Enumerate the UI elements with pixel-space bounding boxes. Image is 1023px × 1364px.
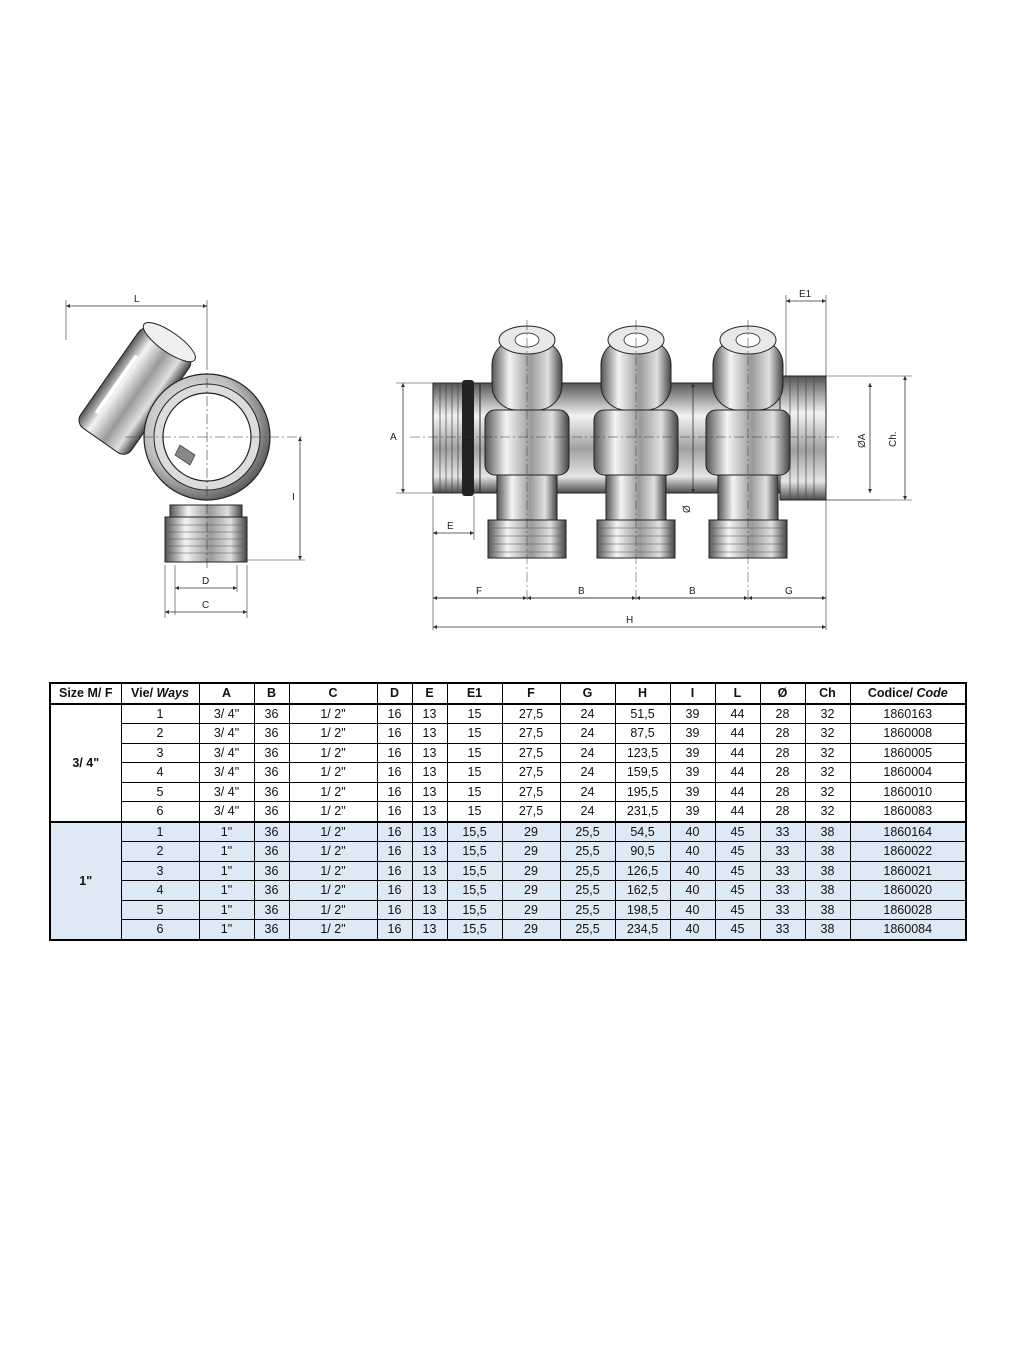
table-cell: 25,5 xyxy=(560,861,615,881)
table-cell: 16 xyxy=(377,743,412,763)
table-cell: 13 xyxy=(412,842,447,862)
table-cell: 33 xyxy=(760,842,805,862)
table-cell: 25,5 xyxy=(560,822,615,842)
dim-label-F: F xyxy=(476,586,483,597)
table-cell: 1/ 2" xyxy=(289,822,377,842)
column-header xyxy=(50,683,121,704)
column-header-text: I xyxy=(690,686,695,701)
column-header-text: A xyxy=(221,686,232,701)
table-cell: 29 xyxy=(502,861,560,881)
table-cell: 16 xyxy=(377,861,412,881)
table-cell: 16 xyxy=(377,842,412,862)
table-cell: 29 xyxy=(502,822,560,842)
column-header-italic-text: Code xyxy=(916,686,948,701)
table-cell: 45 xyxy=(715,861,760,881)
table-cell: 38 xyxy=(805,881,850,901)
table-cell: 40 xyxy=(670,920,715,940)
table-cell: 32 xyxy=(805,724,850,744)
size-group-1 xyxy=(50,822,966,940)
table-cell: 40 xyxy=(670,900,715,920)
table-cell: 27,5 xyxy=(502,743,560,763)
table-row xyxy=(50,782,966,802)
table-row xyxy=(50,842,966,862)
table-cell: 1860084 xyxy=(850,920,966,940)
table-cell: 29 xyxy=(502,900,560,920)
column-header-text: E xyxy=(425,686,434,701)
table-cell: 16 xyxy=(377,802,412,822)
table-row xyxy=(50,743,966,763)
table-cell: 2 xyxy=(121,724,199,744)
table-cell: 3 xyxy=(121,861,199,881)
table-cell: 15,5 xyxy=(447,861,502,881)
table-cell: 33 xyxy=(760,920,805,940)
table-cell: 44 xyxy=(715,704,760,724)
table-cell: 16 xyxy=(377,763,412,783)
table-cell: 1860083 xyxy=(850,802,966,822)
table-cell: 36 xyxy=(254,822,289,842)
table-cell: 24 xyxy=(560,802,615,822)
table-cell: 28 xyxy=(760,782,805,802)
table-cell: 32 xyxy=(805,743,850,763)
table-cell: 1860010 xyxy=(850,782,966,802)
table-cell: 45 xyxy=(715,881,760,901)
column-header xyxy=(715,683,760,704)
table-cell: 13 xyxy=(412,763,447,783)
column-header-text: Ch xyxy=(819,686,836,701)
dim-label-I: I xyxy=(292,492,295,503)
column-header xyxy=(615,683,670,704)
table-cell: 3 xyxy=(121,743,199,763)
dim-label-diaA: ØA xyxy=(857,433,868,448)
table-cell: 3/ 4" xyxy=(199,704,254,724)
column-header-text: Vie/ xyxy=(131,686,157,701)
table-cell: 3/ 4" xyxy=(199,782,254,802)
table-cell: 1/ 2" xyxy=(289,861,377,881)
table-cell: 29 xyxy=(502,842,560,862)
table-cell: 38 xyxy=(805,842,850,862)
column-header xyxy=(412,683,447,704)
dim-label-B2: B xyxy=(689,586,696,597)
table-cell: 1/ 2" xyxy=(289,782,377,802)
table-cell: 87,5 xyxy=(615,724,670,744)
table-cell: 28 xyxy=(760,704,805,724)
table-cell: 33 xyxy=(760,881,805,901)
table-cell: 13 xyxy=(412,861,447,881)
table-cell: 24 xyxy=(560,704,615,724)
table-cell: 36 xyxy=(254,861,289,881)
table-cell: 28 xyxy=(760,743,805,763)
table-cell: 16 xyxy=(377,782,412,802)
table-cell: 1860022 xyxy=(850,842,966,862)
table-cell: 32 xyxy=(805,704,850,724)
table-cell: 24 xyxy=(560,743,615,763)
table-cell: 15 xyxy=(447,782,502,802)
table-cell: 15,5 xyxy=(447,881,502,901)
table-row xyxy=(50,763,966,783)
dim-label-dia: Ø xyxy=(682,505,693,513)
table-cell: 1/ 2" xyxy=(289,900,377,920)
column-header-text: D xyxy=(389,686,400,701)
table-cell: 1860020 xyxy=(850,881,966,901)
column-header-text: F xyxy=(527,686,535,701)
table-cell: 54,5 xyxy=(615,822,670,842)
table-cell: 44 xyxy=(715,763,760,783)
table-cell: 162,5 xyxy=(615,881,670,901)
table-cell: 1860164 xyxy=(850,822,966,842)
table-cell: 1" xyxy=(199,861,254,881)
table-cell: 33 xyxy=(760,822,805,842)
table-cell: 16 xyxy=(377,881,412,901)
table-cell: 15 xyxy=(447,704,502,724)
table-cell: 198,5 xyxy=(615,900,670,920)
table-cell: 27,5 xyxy=(502,704,560,724)
table-cell: 1" xyxy=(199,822,254,842)
table-cell: 1" xyxy=(199,881,254,901)
table-cell: 32 xyxy=(805,802,850,822)
table-cell: 1860163 xyxy=(850,704,966,724)
table-cell: 13 xyxy=(412,822,447,842)
table-cell: 1 xyxy=(121,704,199,724)
table-cell: 24 xyxy=(560,763,615,783)
column-header-text: L xyxy=(733,686,742,701)
table-cell: 28 xyxy=(760,802,805,822)
column-header xyxy=(805,683,850,704)
table-cell: 44 xyxy=(715,724,760,744)
table-cell: 36 xyxy=(254,724,289,744)
table-cell: 39 xyxy=(670,743,715,763)
table-cell: 15 xyxy=(447,802,502,822)
table-cell: 15,5 xyxy=(447,822,502,842)
column-header-italic-text: Ways xyxy=(156,686,189,701)
table-cell: 1" xyxy=(199,900,254,920)
table-cell: 6 xyxy=(121,802,199,822)
table-cell: 5 xyxy=(121,782,199,802)
table-cell: 1/ 2" xyxy=(289,881,377,901)
table-cell: 2 xyxy=(121,842,199,862)
dimensions-table xyxy=(49,682,967,941)
table-cell: 1" xyxy=(199,842,254,862)
table-cell: 16 xyxy=(377,920,412,940)
technical-drawing xyxy=(0,280,1023,640)
side-view xyxy=(66,294,305,618)
table-cell: 39 xyxy=(670,763,715,783)
table-cell: 15,5 xyxy=(447,842,502,862)
table-row xyxy=(50,822,966,842)
table-cell: 3/ 4" xyxy=(199,763,254,783)
table-cell: 44 xyxy=(715,743,760,763)
table-cell: 1860021 xyxy=(850,861,966,881)
table-cell: 27,5 xyxy=(502,724,560,744)
table-cell: 33 xyxy=(760,900,805,920)
column-header xyxy=(560,683,615,704)
table-cell: 13 xyxy=(412,704,447,724)
table-cell: 28 xyxy=(760,763,805,783)
table-cell: 1860008 xyxy=(850,724,966,744)
table-cell: 13 xyxy=(412,724,447,744)
size-group-3-4 xyxy=(50,704,966,822)
column-header-text: Size M/ F xyxy=(59,686,113,701)
table-row xyxy=(50,920,966,940)
table-cell: 1/ 2" xyxy=(289,842,377,862)
table-cell: 1/ 2" xyxy=(289,724,377,744)
table-cell: 25,5 xyxy=(560,920,615,940)
table-cell: 15 xyxy=(447,743,502,763)
table-cell: 24 xyxy=(560,782,615,802)
size-cell: 3/ 4" xyxy=(50,704,121,822)
dim-label-C: C xyxy=(202,600,210,611)
table-cell: 13 xyxy=(412,743,447,763)
front-view xyxy=(390,289,912,630)
table-cell: 36 xyxy=(254,763,289,783)
table-cell: 123,5 xyxy=(615,743,670,763)
table-cell: 16 xyxy=(377,724,412,744)
dim-label-A: A xyxy=(390,432,397,443)
table-cell: 25,5 xyxy=(560,881,615,901)
column-header-text: Codice/ xyxy=(867,686,917,701)
table-cell: 27,5 xyxy=(502,782,560,802)
table-cell: 1/ 2" xyxy=(289,802,377,822)
column-header xyxy=(377,683,412,704)
table-cell: 234,5 xyxy=(615,920,670,940)
table-cell: 36 xyxy=(254,782,289,802)
table-cell: 38 xyxy=(805,920,850,940)
table-cell: 44 xyxy=(715,802,760,822)
table-cell: 27,5 xyxy=(502,763,560,783)
column-header xyxy=(121,683,199,704)
table-cell: 16 xyxy=(377,704,412,724)
table-cell: 36 xyxy=(254,743,289,763)
table-cell: 33 xyxy=(760,861,805,881)
table-cell: 28 xyxy=(760,724,805,744)
table-cell: 45 xyxy=(715,900,760,920)
column-header xyxy=(850,683,966,704)
table-cell: 27,5 xyxy=(502,802,560,822)
table-cell: 39 xyxy=(670,802,715,822)
dim-label-D: D xyxy=(202,576,210,587)
table-row xyxy=(50,704,966,724)
dim-label-L: L xyxy=(134,294,140,305)
table-cell: 1" xyxy=(199,920,254,940)
table-cell: 1 xyxy=(121,822,199,842)
table-row xyxy=(50,802,966,822)
table-row xyxy=(50,861,966,881)
column-header xyxy=(502,683,560,704)
table-cell: 32 xyxy=(805,763,850,783)
table-cell: 36 xyxy=(254,842,289,862)
table-cell: 36 xyxy=(254,920,289,940)
dim-label-E: E xyxy=(447,521,454,532)
table-cell: 40 xyxy=(670,842,715,862)
table-cell: 5 xyxy=(121,900,199,920)
table-cell: 15,5 xyxy=(447,900,502,920)
table-cell: 3/ 4" xyxy=(199,743,254,763)
table-cell: 36 xyxy=(254,704,289,724)
table-cell: 40 xyxy=(670,861,715,881)
table-cell: 45 xyxy=(715,822,760,842)
table-cell: 90,5 xyxy=(615,842,670,862)
table-cell: 16 xyxy=(377,900,412,920)
dim-label-B1: B xyxy=(578,586,585,597)
table-cell: 159,5 xyxy=(615,763,670,783)
column-header xyxy=(199,683,254,704)
table-cell: 3/ 4" xyxy=(199,724,254,744)
table-row xyxy=(50,724,966,744)
column-header xyxy=(760,683,805,704)
table-cell: 13 xyxy=(412,802,447,822)
table-cell: 1860005 xyxy=(850,743,966,763)
column-header-text: C xyxy=(328,686,338,701)
table-cell: 1860028 xyxy=(850,900,966,920)
table-cell: 231,5 xyxy=(615,802,670,822)
table-cell: 39 xyxy=(670,724,715,744)
dim-label-G: G xyxy=(785,586,793,597)
table-cell: 15,5 xyxy=(447,920,502,940)
table-cell: 15 xyxy=(447,763,502,783)
table-cell: 15 xyxy=(447,724,502,744)
table-cell: 126,5 xyxy=(615,861,670,881)
table-cell: 25,5 xyxy=(560,900,615,920)
column-header-text: Ø xyxy=(777,686,788,701)
table-cell: 1/ 2" xyxy=(289,743,377,763)
table-cell: 1/ 2" xyxy=(289,704,377,724)
table-cell: 36 xyxy=(254,802,289,822)
size-cell: 1" xyxy=(50,822,121,940)
table-cell: 45 xyxy=(715,920,760,940)
column-header xyxy=(670,683,715,704)
table-cell: 38 xyxy=(805,861,850,881)
table-cell: 3/ 4" xyxy=(199,802,254,822)
table-cell: 40 xyxy=(670,822,715,842)
table-cell: 29 xyxy=(502,920,560,940)
table-cell: 32 xyxy=(805,782,850,802)
column-header xyxy=(254,683,289,704)
table-cell: 44 xyxy=(715,782,760,802)
table-cell: 45 xyxy=(715,842,760,862)
dim-label-E1: E1 xyxy=(799,289,812,300)
table-cell: 1/ 2" xyxy=(289,763,377,783)
table-cell: 39 xyxy=(670,704,715,724)
table-cell: 13 xyxy=(412,881,447,901)
table-cell: 36 xyxy=(254,881,289,901)
table-cell: 39 xyxy=(670,782,715,802)
table-row xyxy=(50,900,966,920)
table-cell: 1860004 xyxy=(850,763,966,783)
table-cell: 13 xyxy=(412,920,447,940)
table-cell: 38 xyxy=(805,900,850,920)
table-cell: 13 xyxy=(412,782,447,802)
table-cell: 4 xyxy=(121,881,199,901)
table-cell: 24 xyxy=(560,724,615,744)
table-cell: 51,5 xyxy=(615,704,670,724)
table-cell: 38 xyxy=(805,822,850,842)
table-cell: 40 xyxy=(670,881,715,901)
table-row xyxy=(50,881,966,901)
table-cell: 4 xyxy=(121,763,199,783)
dim-label-H: H xyxy=(626,615,634,626)
table-header-row xyxy=(50,683,966,704)
dim-label-Ch: Ch. xyxy=(888,431,899,447)
column-header-text: H xyxy=(637,686,648,701)
table-cell: 29 xyxy=(502,881,560,901)
column-header xyxy=(447,683,502,704)
table-cell: 16 xyxy=(377,822,412,842)
column-header xyxy=(289,683,377,704)
table-cell: 36 xyxy=(254,900,289,920)
table-cell: 25,5 xyxy=(560,842,615,862)
table-cell: 1/ 2" xyxy=(289,920,377,940)
column-header-text: G xyxy=(582,686,593,701)
table-cell: 6 xyxy=(121,920,199,940)
column-header-text: E1 xyxy=(466,686,483,701)
table-cell: 195,5 xyxy=(615,782,670,802)
table-cell: 13 xyxy=(412,900,447,920)
column-header-text: B xyxy=(266,686,277,701)
